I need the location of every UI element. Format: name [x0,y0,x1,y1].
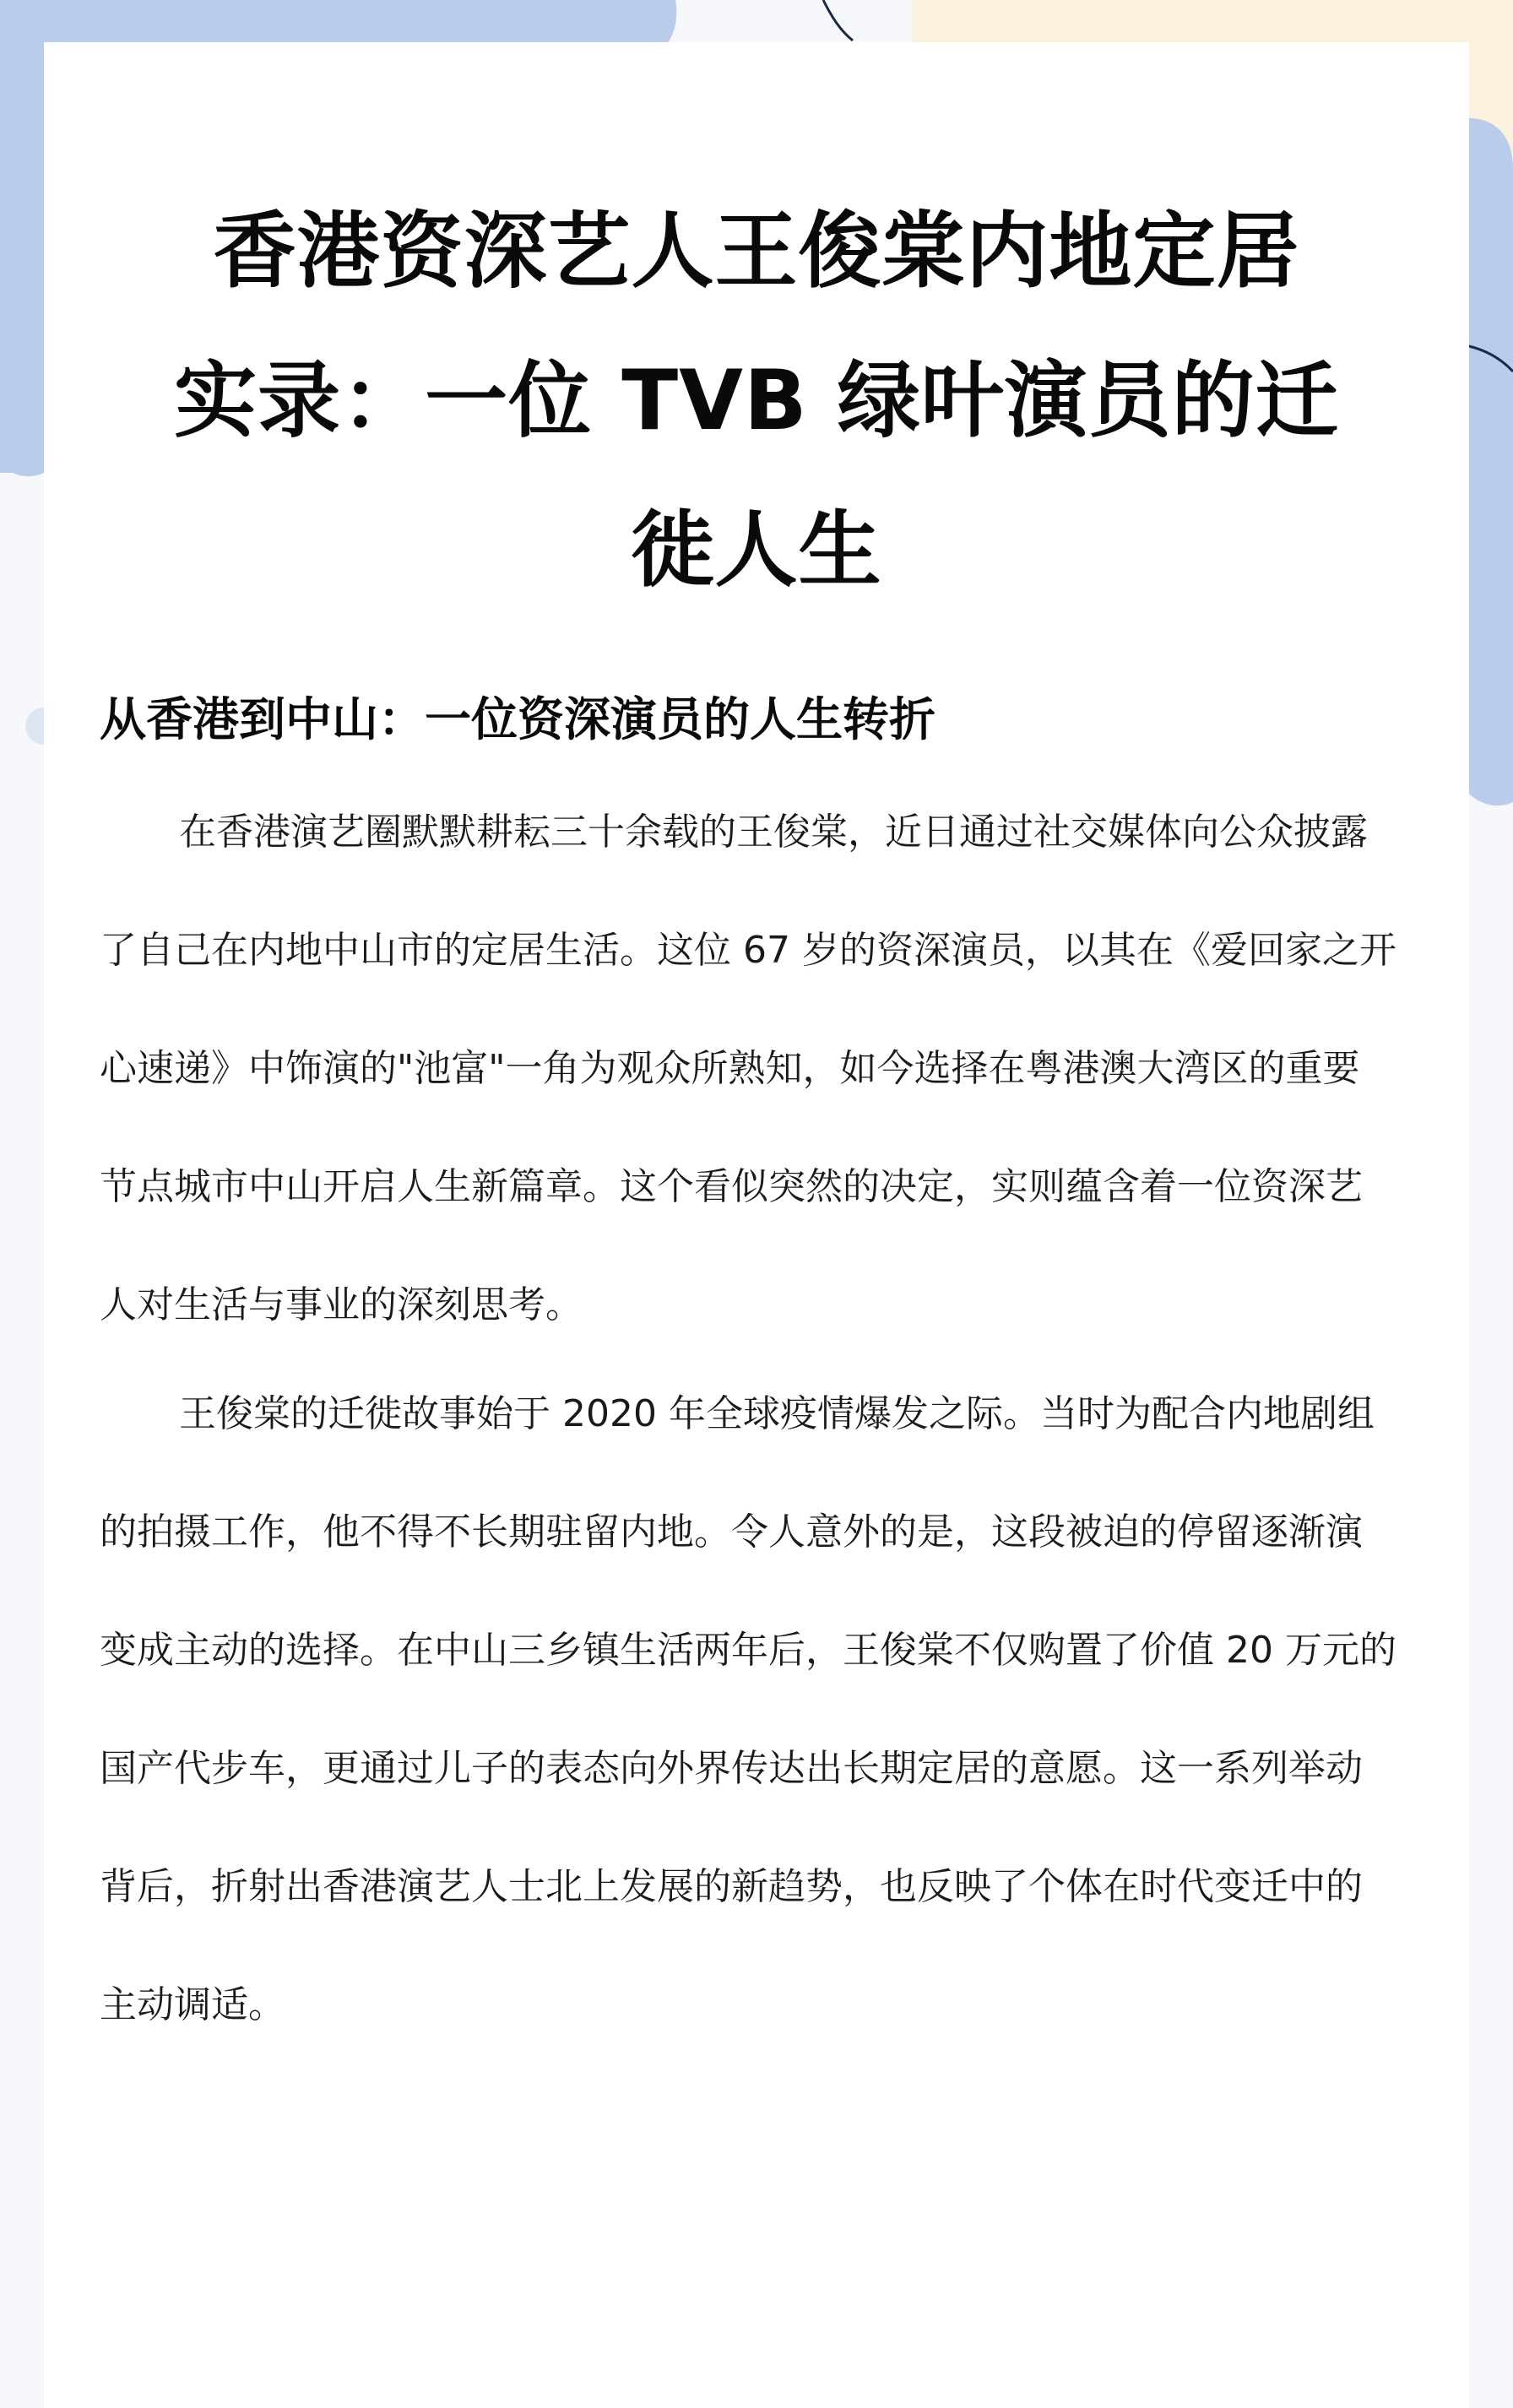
blue-strip-left [0,0,44,473]
article-card [44,42,1469,2408]
title-line: 香港资深艺人王俊棠内地定居 [213,203,1300,300]
title-line: 徙人生 [631,502,882,599]
paragraph-line: 节点城市中山开启人生新篇章。这个看似突然的决定，实则蕴含着一位资深艺 [100,1165,1363,1208]
paragraph-line: 在香港演艺圈默默耕耘三十余载的王俊棠，近日通过社交媒体向公众披露 [179,811,1368,854]
article-title [44,177,1469,626]
paragraph-line: 心速递》中饰演的"池富"一角为观众所熟知，如今选择在粤港澳大湾区的重要 [100,1047,1360,1090]
paragraph-1 [100,773,1396,1364]
arc-line-top [823,0,853,41]
paragraph-line: 了自己在内地中山市的定居生活。这位 67 岁的资深演员，以其在《爱回家之开 [100,929,1396,972]
paragraph-line: 主动调适。 [100,1983,285,2026]
paragraph-line: 人对生活与事业的深刻思考。 [100,1283,583,1326]
title-line: 实录：一位 TVB 绿叶演员的迁 [174,353,1339,449]
paragraph-line: 变成主动的选择。在中山三乡镇生活两年后，王俊棠不仅购置了价值 20 万元的 [100,1629,1396,1672]
paragraph-line: 王俊棠的迁徙故事始于 2020 年全球疫情爆发之际。当时为配合内地剧组 [179,1392,1375,1435]
paragraph-line: 背后，折射出香港演艺人士北上发展的新趋势，也反映了个体在时代变迁中的 [100,1865,1363,1908]
paragraph-line: 的拍摄工作，他不得不长期驻留内地。令人意外的是，这段被迫的停留逐渐演 [100,1510,1363,1554]
paragraph-2 [100,1355,1396,2064]
paragraph-line: 国产代步车，更通过儿子的表态向外界传达出长期定居的意愿。这一系列举动 [100,1747,1363,1790]
blue-blob-right [1469,118,1513,805]
section-heading: 从香港到中山：一位资深演员的人生转折 [100,692,936,746]
